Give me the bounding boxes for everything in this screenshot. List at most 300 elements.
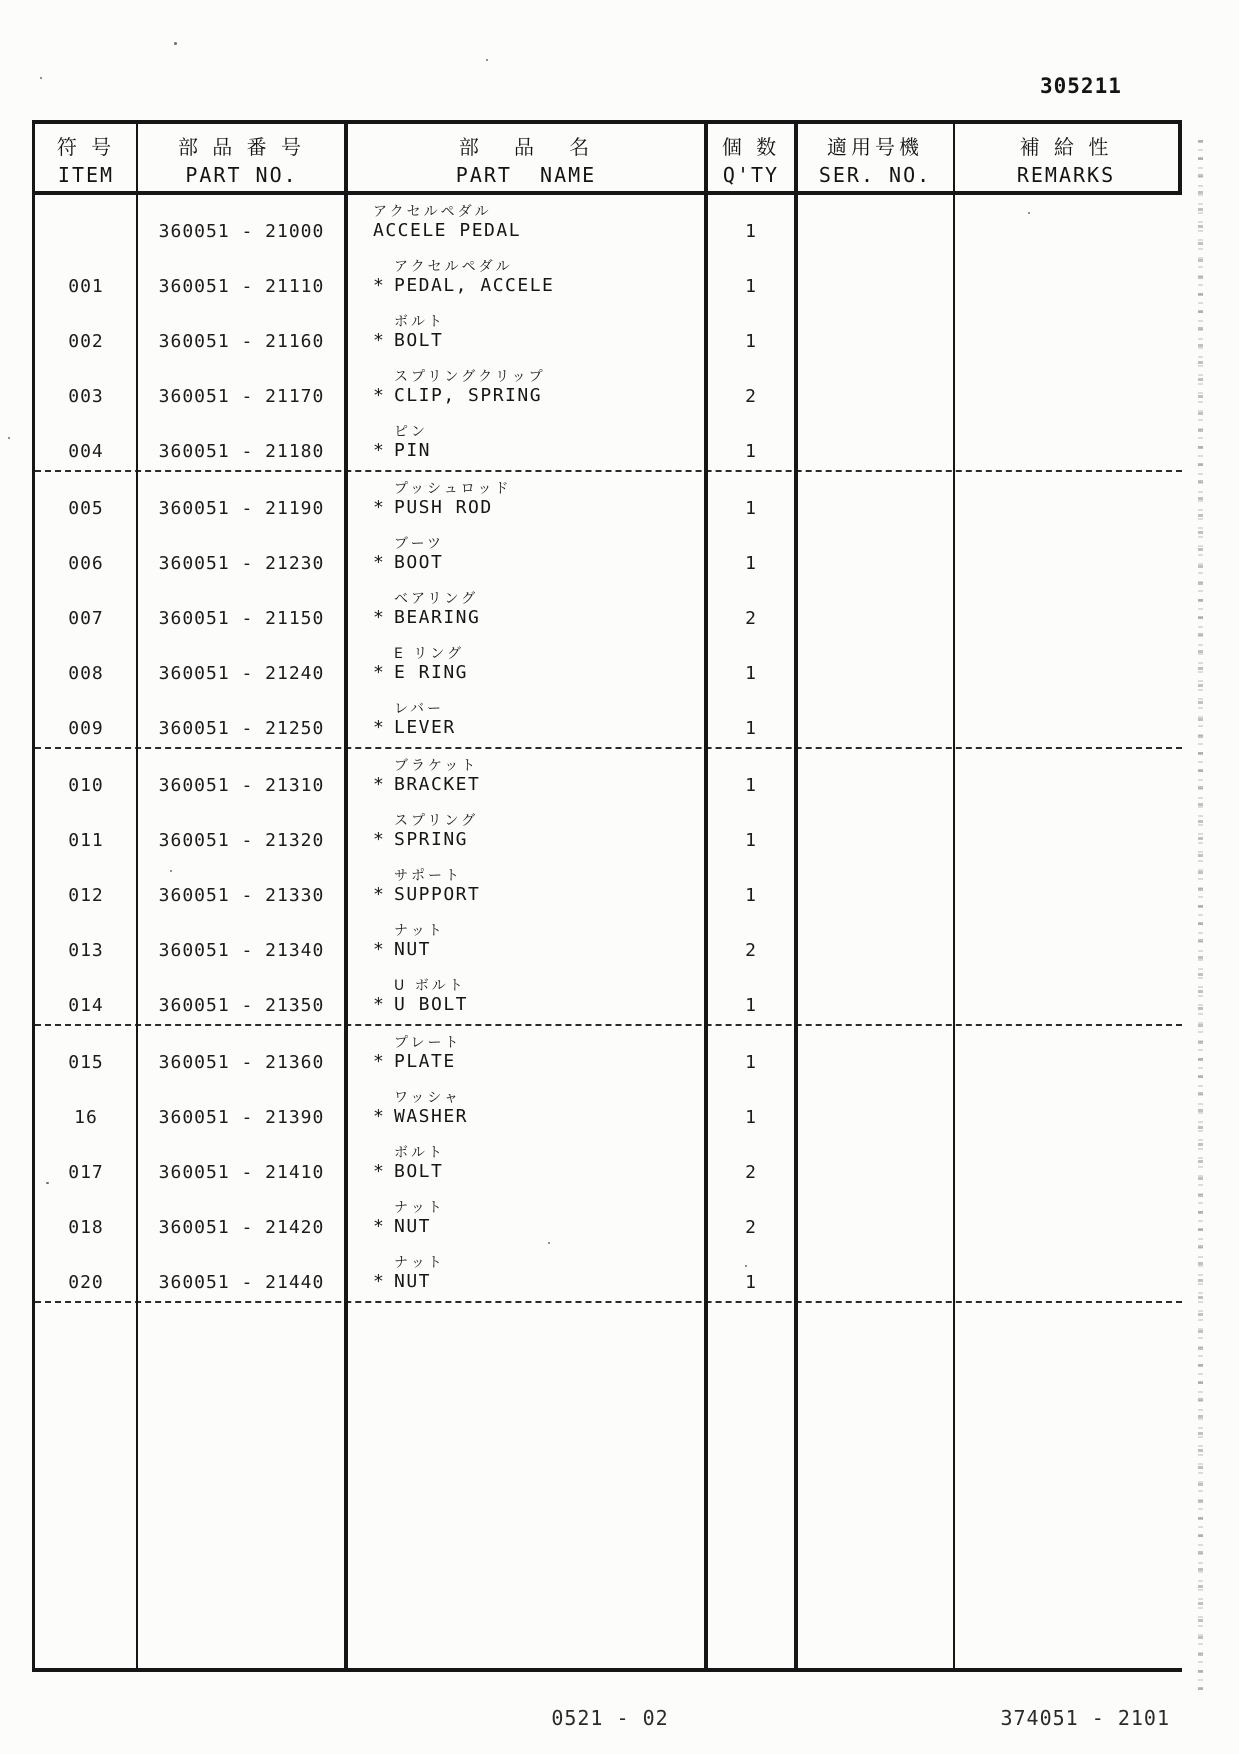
- header-remarks: [954, 124, 1178, 191]
- header-qty: [706, 124, 796, 191]
- item-number: 009: [68, 718, 104, 739]
- qty-cell: [706, 1026, 796, 1081]
- part-no-cell: [137, 360, 346, 415]
- part-name-japanese: E リング: [394, 646, 465, 662]
- asterisk-mark: *: [373, 440, 386, 461]
- part-name-english: [373, 440, 706, 461]
- remarks-cell: [954, 637, 1182, 692]
- part-name-english: [373, 330, 706, 351]
- part-number: 360051 - 21440: [158, 1272, 325, 1293]
- qty-cell: [706, 1136, 796, 1191]
- item-number: 008: [68, 663, 104, 684]
- header-part-no: [137, 124, 346, 191]
- scan-speck: [170, 870, 172, 872]
- part-name-cell: [346, 1081, 706, 1136]
- item-cell: [35, 415, 137, 470]
- qty-cell: [706, 305, 796, 360]
- qty-value: 1: [745, 663, 757, 684]
- part-name-text: BOLT: [394, 330, 444, 351]
- part-name-japanese: レバー: [394, 701, 445, 717]
- part-name-text: WASHER: [394, 1106, 469, 1127]
- part-name-english: [373, 774, 706, 795]
- part-no-cell: [137, 305, 346, 360]
- part-name-text: PEDAL, ACCELE: [394, 275, 555, 296]
- asterisk-mark: *: [373, 1161, 386, 1182]
- part-name-japanese: アクセルペダル: [394, 259, 513, 275]
- qty-value: 2: [745, 608, 757, 629]
- part-number: 360051 - 21250: [158, 718, 325, 739]
- ser-no-cell: [796, 582, 954, 637]
- header-part-name: [346, 124, 706, 191]
- table-row: [35, 692, 1182, 747]
- remarks-cell: [954, 749, 1182, 804]
- asterisk-mark: *: [373, 774, 386, 795]
- part-number: 360051 - 21410: [158, 1162, 325, 1183]
- asterisk-mark: *: [373, 994, 386, 1015]
- part-no-cell: [137, 1191, 346, 1246]
- qty-value: 1: [745, 441, 757, 462]
- remarks-cell: [954, 305, 1182, 360]
- remarks-cell: [954, 914, 1182, 969]
- part-no-cell: [137, 415, 346, 470]
- part-name-cell: [346, 1026, 706, 1081]
- part-name-japanese: サポート: [394, 868, 462, 884]
- ser-no-cell: [796, 415, 954, 470]
- parts-table: [32, 120, 1182, 1672]
- header-ser-no-en: SER. NO.: [818, 163, 932, 187]
- table-row: [35, 1026, 1182, 1081]
- asterisk-mark: *: [373, 1051, 386, 1072]
- part-name-english: [373, 829, 706, 850]
- asterisk-mark: *: [373, 829, 386, 850]
- qty-cell: [706, 637, 796, 692]
- part-name-cell: [346, 360, 706, 415]
- doc-number: 305211: [1040, 74, 1122, 98]
- ser-no-cell: [796, 360, 954, 415]
- part-number: 360051 - 21150: [158, 608, 325, 629]
- part-number: 360051 - 21360: [158, 1052, 325, 1073]
- part-no-cell: [137, 1136, 346, 1191]
- part-number: 360051 - 21420: [158, 1217, 325, 1238]
- asterisk-mark: *: [373, 717, 386, 738]
- part-no-cell: [137, 527, 346, 582]
- item-number: 001: [68, 276, 104, 297]
- part-name-text: U BOLT: [394, 994, 469, 1015]
- remarks-cell: [954, 859, 1182, 914]
- table-row: [35, 969, 1182, 1024]
- qty-value: 1: [745, 553, 757, 574]
- qty-cell: [706, 195, 796, 250]
- header-item-en: ITEM: [57, 163, 115, 187]
- part-name-cell: [346, 749, 706, 804]
- item-cell: [35, 527, 137, 582]
- item-cell: [35, 1191, 137, 1246]
- qty-cell: [706, 969, 796, 1024]
- qty-value: 2: [745, 940, 757, 961]
- ser-no-cell: [796, 250, 954, 305]
- table-row: [35, 360, 1182, 415]
- part-name-text: BEARING: [394, 607, 481, 628]
- part-name-text: SUPPORT: [394, 884, 481, 905]
- table-row: [35, 1191, 1182, 1246]
- item-cell: [35, 1246, 137, 1301]
- qty-value: 1: [745, 276, 757, 297]
- table-header: [35, 120, 1182, 195]
- part-no-cell: [137, 582, 346, 637]
- table-row: [35, 472, 1182, 527]
- ser-no-cell: [796, 692, 954, 747]
- item-number: 005: [68, 498, 104, 519]
- asterisk-mark: *: [373, 330, 386, 351]
- part-name-text: LEVER: [394, 717, 456, 738]
- remarks-cell: [954, 1026, 1182, 1081]
- header-part-no-en: PART NO.: [185, 163, 298, 187]
- part-name-japanese: ボルト: [394, 314, 445, 330]
- scan-speck: [46, 1182, 49, 1184]
- part-name-text: PUSH ROD: [394, 497, 493, 518]
- header-remarks-jp: 補 給 性: [1019, 135, 1113, 159]
- column-divider: [704, 120, 708, 1668]
- asterisk-mark: *: [373, 1106, 386, 1127]
- part-no-cell: [137, 250, 346, 305]
- ser-no-cell: [796, 1026, 954, 1081]
- part-name-english: [373, 220, 706, 241]
- qty-cell: [706, 472, 796, 527]
- part-name-english: [373, 1271, 706, 1292]
- column-divider: [953, 120, 955, 1668]
- part-name-english: [373, 552, 706, 573]
- column-divider: [344, 120, 348, 1668]
- part-name-cell: [346, 859, 706, 914]
- qty-cell: [706, 1191, 796, 1246]
- part-no-cell: [137, 804, 346, 859]
- qty-cell: [706, 859, 796, 914]
- part-number: 360051 - 21160: [158, 331, 325, 352]
- part-name-japanese: ナット: [394, 1255, 445, 1271]
- qty-value: 1: [745, 221, 757, 242]
- remarks-cell: [954, 582, 1182, 637]
- part-name-cell: [346, 637, 706, 692]
- part-name-cell: [346, 1191, 706, 1246]
- part-number: 360051 - 21170: [158, 386, 325, 407]
- part-name-japanese: アクセルペダル: [373, 204, 492, 220]
- asterisk-mark: *: [373, 607, 386, 628]
- table-row: [35, 1136, 1182, 1191]
- item-cell: [35, 1136, 137, 1191]
- part-name-english: [373, 275, 706, 296]
- column-divider: [794, 120, 798, 1668]
- scan-speck: [8, 437, 10, 439]
- part-name-english: [373, 385, 706, 406]
- item-cell: [35, 1026, 137, 1081]
- remarks-cell: [954, 969, 1182, 1024]
- part-no-cell: [137, 969, 346, 1024]
- part-name-japanese: ピン: [394, 424, 428, 440]
- ser-no-cell: [796, 1191, 954, 1246]
- part-name-english: [373, 994, 706, 1015]
- table-row: [35, 1081, 1182, 1136]
- part-no-cell: [137, 1081, 346, 1136]
- part-no-cell: [137, 195, 346, 250]
- part-name-japanese: ブーツ: [394, 536, 445, 552]
- part-name-text: ACCELE PEDAL: [373, 220, 522, 241]
- qty-value: 1: [745, 498, 757, 519]
- qty-value: 1: [745, 331, 757, 352]
- item-cell: [35, 969, 137, 1024]
- asterisk-mark: *: [373, 884, 386, 905]
- item-number: 018: [68, 1217, 104, 1238]
- item-cell: [35, 195, 137, 250]
- part-name-english: [373, 1216, 706, 1237]
- header-qty-en: Q'TY: [722, 163, 780, 187]
- table-row: [35, 804, 1182, 859]
- qty-value: 1: [745, 1107, 757, 1128]
- ser-no-cell: [796, 637, 954, 692]
- remarks-cell: [954, 1191, 1182, 1246]
- item-number: 003: [68, 386, 104, 407]
- item-number: 017: [68, 1162, 104, 1183]
- part-name-cell: [346, 527, 706, 582]
- table-row: [35, 749, 1182, 804]
- qty-cell: [706, 527, 796, 582]
- qty-cell: [706, 692, 796, 747]
- part-name-cell: [346, 692, 706, 747]
- asterisk-mark: *: [373, 1271, 386, 1292]
- part-name-cell: [346, 195, 706, 250]
- part-name-cell: [346, 804, 706, 859]
- part-name-cell: [346, 305, 706, 360]
- item-cell: [35, 582, 137, 637]
- part-name-japanese: ナット: [394, 1200, 445, 1216]
- table-row: [35, 859, 1182, 914]
- ser-no-cell: [796, 804, 954, 859]
- qty-cell: [706, 415, 796, 470]
- asterisk-mark: *: [373, 939, 386, 960]
- row-group: [35, 1026, 1182, 1303]
- ser-no-cell: [796, 1136, 954, 1191]
- part-name-japanese: ワッシャ: [394, 1090, 462, 1106]
- part-number: 360051 - 21320: [158, 830, 325, 851]
- ser-no-cell: [796, 1246, 954, 1301]
- part-name-cell: [346, 582, 706, 637]
- part-name-text: CLIP, SPRING: [394, 385, 543, 406]
- remarks-cell: [954, 1136, 1182, 1191]
- item-cell: [35, 914, 137, 969]
- scan-speck: [1028, 212, 1030, 214]
- remarks-cell: [954, 804, 1182, 859]
- item-cell: [35, 472, 137, 527]
- row-group: [35, 195, 1182, 472]
- item-number: 015: [68, 1052, 104, 1073]
- ser-no-cell: [796, 527, 954, 582]
- part-no-cell: [137, 914, 346, 969]
- item-cell: [35, 360, 137, 415]
- qty-value: 2: [745, 1162, 757, 1183]
- scan-artifact-strip: [1198, 140, 1203, 1695]
- part-name-cell: [346, 1246, 706, 1301]
- item-number: 010: [68, 775, 104, 796]
- header-item: [35, 124, 137, 191]
- item-number: 002: [68, 331, 104, 352]
- part-name-cell: [346, 914, 706, 969]
- part-number: 360051 - 21190: [158, 498, 325, 519]
- item-cell: [35, 637, 137, 692]
- item-cell: [35, 859, 137, 914]
- part-name-english: [373, 497, 706, 518]
- table-row: [35, 305, 1182, 360]
- qty-value: 1: [745, 885, 757, 906]
- remarks-cell: [954, 472, 1182, 527]
- part-name-japanese: ボルト: [394, 1145, 445, 1161]
- table-row: [35, 527, 1182, 582]
- row-group: [35, 749, 1182, 1026]
- part-name-english: [373, 884, 706, 905]
- item-number: 012: [68, 885, 104, 906]
- table-row: [35, 637, 1182, 692]
- qty-cell: [706, 360, 796, 415]
- remarks-cell: [954, 692, 1182, 747]
- scan-speck: [174, 42, 177, 45]
- table-row: [35, 1246, 1182, 1301]
- part-name-japanese: スプリング: [394, 813, 479, 829]
- ser-no-cell: [796, 859, 954, 914]
- part-name-japanese: ベアリング: [394, 591, 479, 607]
- table-row: [35, 250, 1182, 305]
- part-name-cell: [346, 472, 706, 527]
- part-no-cell: [137, 637, 346, 692]
- part-name-text: PLATE: [394, 1051, 456, 1072]
- part-name-text: NUT: [394, 1271, 432, 1292]
- item-cell: [35, 1081, 137, 1136]
- qty-cell: [706, 914, 796, 969]
- part-name-japanese: U ボルト: [394, 978, 466, 994]
- qty-cell: [706, 582, 796, 637]
- item-number: 013: [68, 940, 104, 961]
- qty-cell: [706, 250, 796, 305]
- remarks-cell: [954, 527, 1182, 582]
- item-number: 006: [68, 553, 104, 574]
- part-name-japanese: ナット: [394, 923, 445, 939]
- ser-no-cell: [796, 472, 954, 527]
- qty-value: 1: [745, 830, 757, 851]
- scan-speck: [548, 1242, 550, 1244]
- ser-no-cell: [796, 195, 954, 250]
- qty-value: 2: [745, 1217, 757, 1238]
- qty-cell: [706, 1246, 796, 1301]
- item-cell: [35, 305, 137, 360]
- part-number: 360051 - 21180: [158, 441, 325, 462]
- part-name-english: [373, 717, 706, 738]
- header-qty-jp: 個 数: [721, 135, 781, 159]
- part-number: 360051 - 21240: [158, 663, 325, 684]
- item-number: 014: [68, 995, 104, 1016]
- footer-page-code: 0521 - 02: [551, 1706, 669, 1730]
- part-name-cell: [346, 969, 706, 1024]
- asterisk-mark: *: [373, 552, 386, 573]
- header-remarks-en: REMARKS: [1016, 163, 1116, 187]
- part-name-text: PIN: [394, 440, 432, 461]
- asterisk-mark: *: [373, 662, 386, 683]
- qty-cell: [706, 1081, 796, 1136]
- item-cell: [35, 749, 137, 804]
- item-number: 020: [68, 1272, 104, 1293]
- part-number: 360051 - 21000: [158, 221, 325, 242]
- remarks-cell: [954, 415, 1182, 470]
- remarks-cell: [954, 1246, 1182, 1301]
- part-name-cell: [346, 415, 706, 470]
- remarks-cell: [954, 195, 1182, 250]
- table-row: [35, 914, 1182, 969]
- scan-speck: [745, 1265, 747, 1267]
- asterisk-mark: *: [373, 497, 386, 518]
- part-number: 360051 - 21390: [158, 1107, 325, 1128]
- item-number: 007: [68, 608, 104, 629]
- scan-speck: [40, 77, 42, 79]
- item-cell: [35, 804, 137, 859]
- remarks-cell: [954, 250, 1182, 305]
- part-name-japanese: ブラケット: [394, 758, 479, 774]
- part-no-cell: [137, 1246, 346, 1301]
- part-name-japanese: プッシュロッド: [394, 481, 512, 497]
- part-name-text: SPRING: [394, 829, 469, 850]
- part-number: 360051 - 21350: [158, 995, 325, 1016]
- part-number: 360051 - 21230: [158, 553, 325, 574]
- part-name-english: [373, 939, 706, 960]
- remarks-cell: [954, 1081, 1182, 1136]
- ser-no-cell: [796, 749, 954, 804]
- table-row: [35, 415, 1182, 470]
- qty-value: 1: [745, 1272, 757, 1293]
- part-name-text: E RING: [394, 662, 469, 683]
- part-number: 360051 - 21310: [158, 775, 325, 796]
- part-no-cell: [137, 859, 346, 914]
- part-name-cell: [346, 250, 706, 305]
- part-number: 360051 - 21110: [158, 276, 325, 297]
- part-name-japanese: プレート: [394, 1035, 462, 1051]
- item-number: 011: [68, 830, 104, 851]
- ser-no-cell: [796, 305, 954, 360]
- remarks-cell: [954, 360, 1182, 415]
- item-cell: [35, 692, 137, 747]
- part-name-japanese: スプリングクリップ: [394, 369, 546, 385]
- scan-speck: [486, 59, 488, 61]
- ser-no-cell: [796, 969, 954, 1024]
- part-name-english: [373, 1051, 706, 1072]
- item-number: 004: [68, 441, 104, 462]
- ser-no-cell: [796, 1081, 954, 1136]
- item-number: 16: [74, 1107, 98, 1128]
- part-no-cell: [137, 1026, 346, 1081]
- asterisk-mark: *: [373, 1216, 386, 1237]
- qty-cell: [706, 804, 796, 859]
- header-ser-no-jp: 適用号機: [827, 135, 923, 159]
- table-row: [35, 195, 1182, 250]
- part-name-text: BOLT: [394, 1161, 444, 1182]
- part-name-text: BOOT: [394, 552, 444, 573]
- qty-value: 1: [745, 995, 757, 1016]
- qty-value: 2: [745, 386, 757, 407]
- header-ser-no: [796, 124, 954, 191]
- part-name-text: NUT: [394, 939, 432, 960]
- header-item-jp: 符 号: [56, 135, 116, 159]
- part-name-text: NUT: [394, 1216, 432, 1237]
- part-number: 360051 - 21340: [158, 940, 325, 961]
- item-cell: [35, 250, 137, 305]
- qty-cell: [706, 749, 796, 804]
- part-no-cell: [137, 749, 346, 804]
- part-name-text: BRACKET: [394, 774, 481, 795]
- part-name-english: [373, 607, 706, 628]
